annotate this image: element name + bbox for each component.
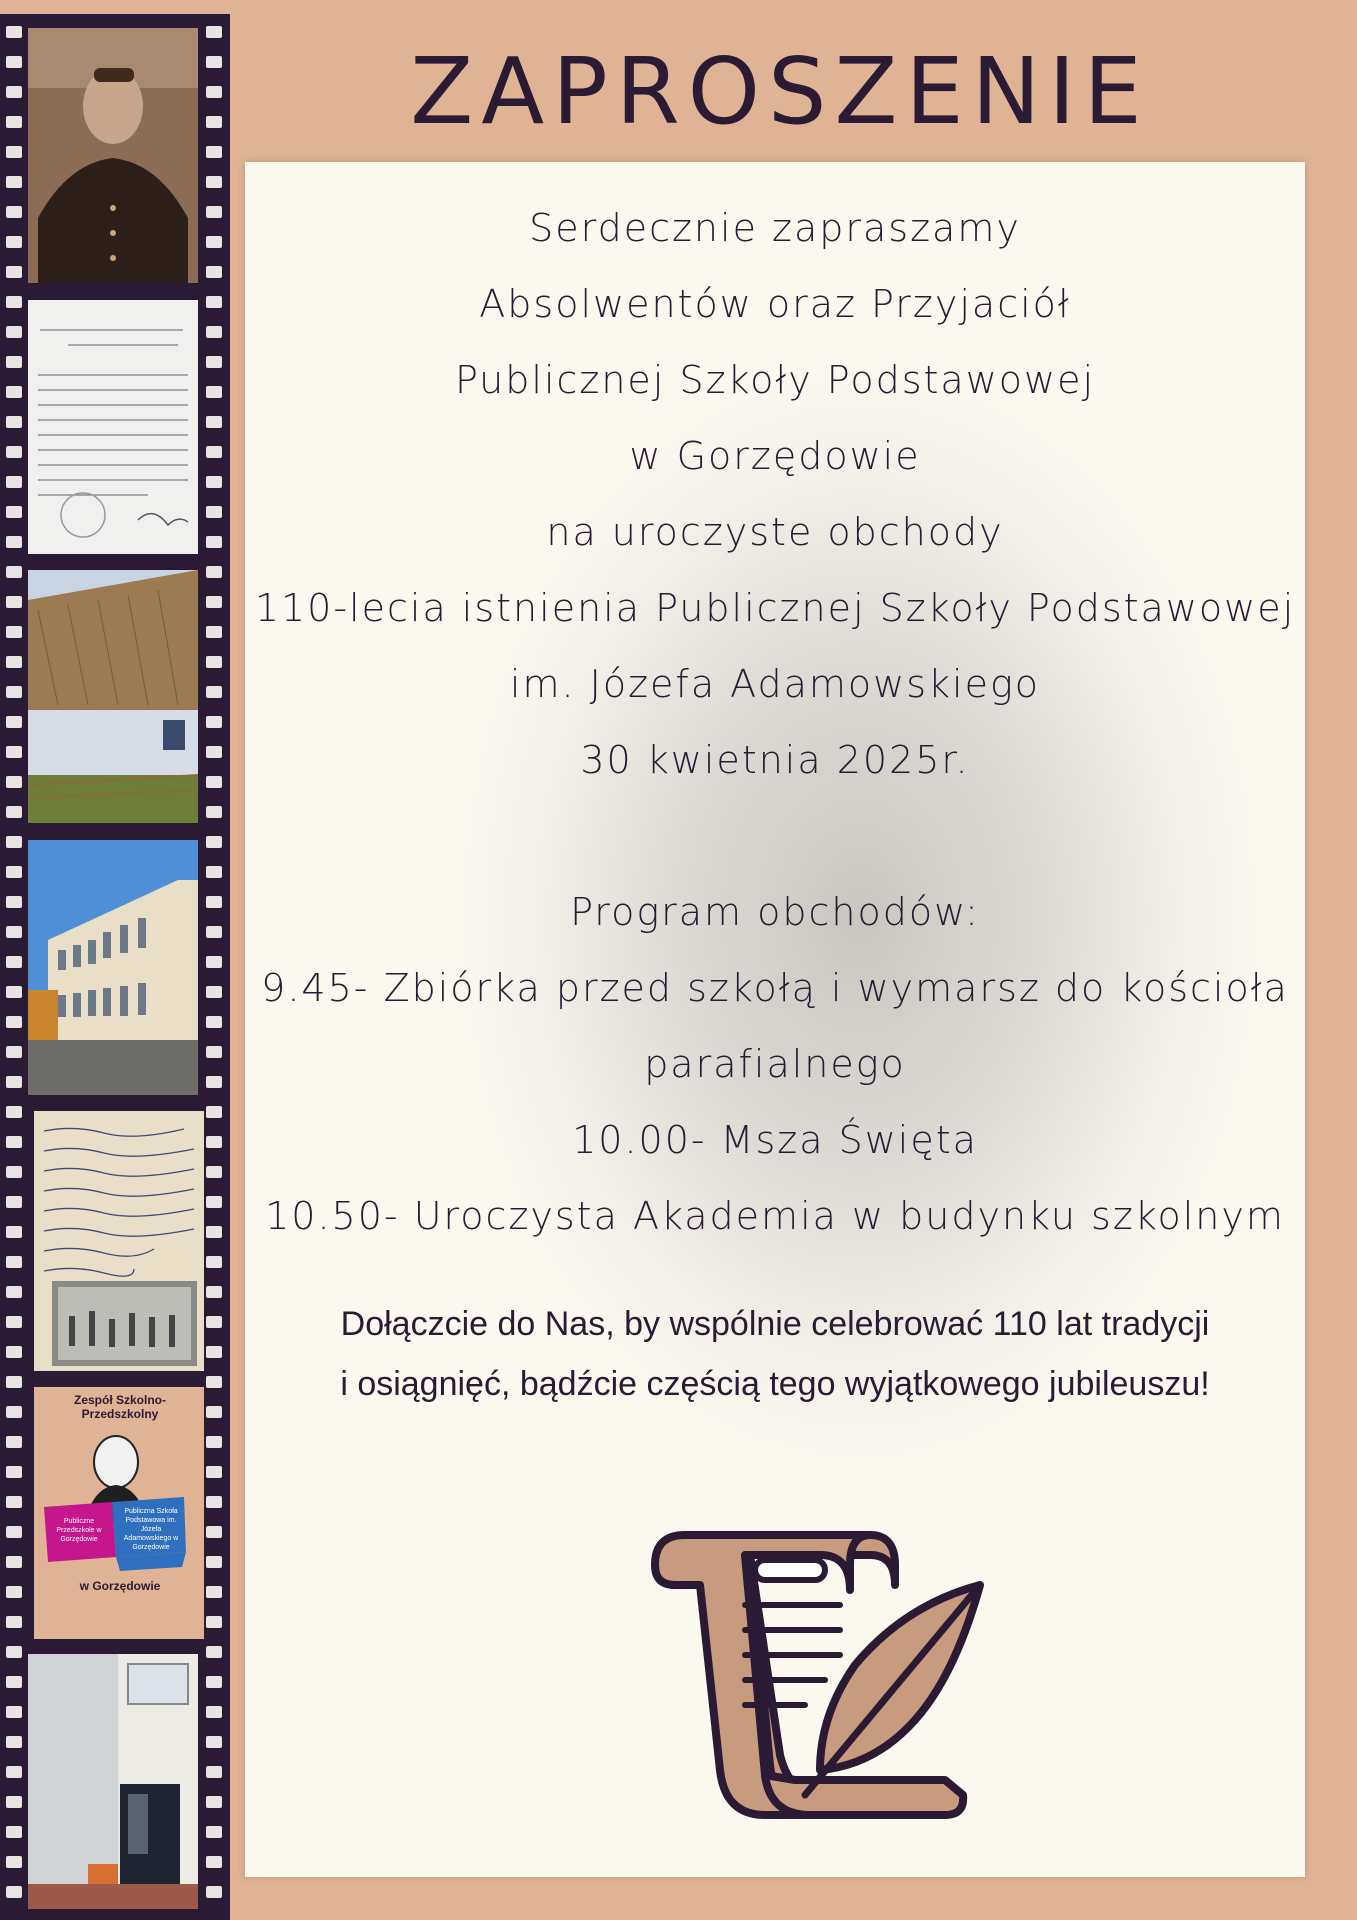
sprocket-hole: [206, 1436, 222, 1448]
sprocket-hole: [6, 1406, 22, 1418]
sprocket-hole: [6, 1046, 22, 1058]
sprocket-hole: [206, 596, 222, 608]
sprocket-hole: [206, 1526, 222, 1538]
page-title: ZAPROSZENIE: [410, 38, 1150, 145]
sprocket-hole: [6, 146, 22, 158]
sprocket-hole: [206, 836, 222, 848]
sprocket-hole: [6, 1136, 22, 1148]
sprocket-hole: [206, 1136, 222, 1148]
logo-bottom-text: w Gorzędowie: [79, 1579, 161, 1593]
sprocket-hole: [6, 56, 22, 68]
invitation-line: na uroczyste obchody: [546, 510, 1004, 554]
sprocket-hole: [6, 1706, 22, 1718]
sprocket-hole: [6, 1586, 22, 1598]
school-entrance-photo: [28, 1654, 198, 1909]
sprocket-hole: [206, 86, 222, 98]
sprocket-hole: [6, 446, 22, 458]
closing-line: Dołączcie do Nas, by wspólnie celebrować 110 lat tradycji: [340, 1305, 1210, 1343]
sprocket-hole: [206, 1496, 222, 1508]
sprocket-hole: [206, 416, 222, 428]
sprocket-hole: [206, 146, 222, 158]
sprocket-hole: [206, 566, 222, 578]
sprocket-hole: [206, 1796, 222, 1808]
logo-left-piece-text: Publiczne Przedszkole w Gorzędowie: [56, 1518, 102, 1543]
sprocket-hole: [6, 806, 22, 818]
sprocket-hole: [6, 626, 22, 638]
sprocket-hole: [6, 956, 22, 968]
sprocket-hole: [6, 1316, 22, 1328]
sprocket-hole: [6, 1016, 22, 1028]
sprocket-hole: [206, 1886, 222, 1898]
sprocket-hole: [206, 926, 222, 938]
school-building-photo: [28, 840, 198, 1095]
sprocket-hole: [6, 596, 22, 608]
logo-right-piece-text: Publiczna Szkoła Podstawowa im. Józefa Adamowskiego w Gorzędowie: [123, 1508, 179, 1551]
sprocket-hole: [6, 176, 22, 188]
sprocket-hole: [206, 1076, 222, 1088]
sprocket-hole: [6, 1286, 22, 1298]
sprocket-hole: [206, 386, 222, 398]
sprocket-hole: [6, 896, 22, 908]
invitation-line: w Gorzędowie: [629, 434, 921, 478]
sprocket-hole: [206, 1826, 222, 1838]
sprocket-hole: [206, 1616, 222, 1628]
sprocket-hole: [206, 656, 222, 668]
sprocket-hole: [206, 1856, 222, 1868]
sprocket-hole: [206, 716, 222, 728]
sprocket-hole: [6, 536, 22, 548]
sprocket-hole: [206, 806, 222, 818]
sprocket-hole: [6, 866, 22, 878]
sprocket-hole: [206, 266, 222, 278]
sprocket-hole: [206, 866, 222, 878]
sprocket-hole: [206, 686, 222, 698]
sprocket-hole: [6, 1736, 22, 1748]
sprocket-hole: [206, 1016, 222, 1028]
sprocket-hole: [6, 506, 22, 518]
sprocket-hole: [206, 116, 222, 128]
sprocket-hole: [206, 1166, 222, 1178]
invitation-line: im. Józefa Adamowskiego: [509, 662, 1041, 706]
sprocket-hole: [206, 446, 222, 458]
sprocket-hole: [6, 26, 22, 38]
sprocket-hole: [6, 1496, 22, 1508]
sprocket-hole: [206, 1676, 222, 1688]
sprocket-hole: [206, 986, 222, 998]
sprocket-hole: [206, 476, 222, 488]
sprocket-hole: [6, 356, 22, 368]
sprocket-hole: [6, 116, 22, 128]
sprocket-hole: [6, 1196, 22, 1208]
sprocket-hole: [6, 236, 22, 248]
program-item: 10.00- Msza Święta: [572, 1118, 978, 1162]
sprocket-hole: [206, 1646, 222, 1658]
sprocket-hole: [6, 1826, 22, 1838]
sprocket-hole: [6, 1556, 22, 1568]
sprocket-hole: [6, 716, 22, 728]
sprocket-hole: [6, 776, 22, 788]
sprocket-hole: [206, 236, 222, 248]
sprocket-hole: [206, 1586, 222, 1598]
sprocket-hole: [206, 1046, 222, 1058]
portrait-photo: [28, 28, 198, 283]
sprocket-hole: [6, 1076, 22, 1088]
event-date: 30 kwietnia 2025r.: [580, 738, 970, 782]
sprocket-hole: [6, 1346, 22, 1358]
sprocket-hole: [206, 626, 222, 638]
sprocket-hole: [6, 326, 22, 338]
invitation-line: 110-lecia istnienia Publicznej Szkoły Podstawowej: [254, 586, 1296, 630]
sprocket-hole: [206, 176, 222, 188]
sprocket-hole: [6, 986, 22, 998]
sprocket-hole: [206, 1406, 222, 1418]
sprocket-hole: [206, 326, 222, 338]
sprocket-hole: [6, 1766, 22, 1778]
school-logo: [34, 1387, 204, 1639]
invitation-line: Absolwentów oraz Przyjaciół: [479, 282, 1071, 326]
sprocket-hole: [206, 206, 222, 218]
sprocket-hole: [206, 1706, 222, 1718]
sprocket-hole: [206, 1196, 222, 1208]
sprocket-hole: [206, 1226, 222, 1238]
thatched-house-photo: [28, 570, 198, 823]
sprocket-hole: [6, 476, 22, 488]
sprocket-hole: [6, 1796, 22, 1808]
sprocket-hole: [6, 1376, 22, 1388]
sprocket-hole: [6, 1886, 22, 1898]
sprocket-hole: [6, 296, 22, 308]
sprocket-hole: [6, 746, 22, 758]
sprocket-hole: [6, 1856, 22, 1868]
sprocket-hole: [206, 1106, 222, 1118]
program-item: 10.50- Uroczysta Akademia w budynku szkolnym: [265, 1194, 1285, 1238]
document-photo: [28, 300, 198, 554]
sprocket-hole: [206, 56, 222, 68]
sprocket-hole: [206, 296, 222, 308]
sprocket-hole: [206, 776, 222, 788]
program-heading: Program obchodów:: [570, 890, 980, 934]
sprocket-hole: [206, 1376, 222, 1388]
sprocket-hole: [206, 956, 222, 968]
sprocket-hole: [206, 356, 222, 368]
invitation-line: Serdecznie zapraszamy: [529, 206, 1021, 250]
sprocket-hole: [206, 896, 222, 908]
sprocket-hole: [6, 1256, 22, 1268]
sprocket-hole: [206, 746, 222, 758]
sprocket-hole: [6, 1646, 22, 1658]
sprocket-hole: [6, 1466, 22, 1478]
sprocket-hole: [6, 1676, 22, 1688]
sprocket-hole: [6, 86, 22, 98]
scroll-quill-icon: [645, 1525, 995, 1825]
sprocket-hole: [6, 1616, 22, 1628]
sprocket-hole: [206, 26, 222, 38]
sprocket-hole: [6, 386, 22, 398]
sprocket-hole: [6, 836, 22, 848]
sprocket-hole: [6, 686, 22, 698]
sprocket-hole: [206, 536, 222, 548]
sprocket-hole: [6, 926, 22, 938]
film-strip: [0, 14, 230, 1920]
sprocket-hole: [206, 1766, 222, 1778]
sprocket-hole: [6, 656, 22, 668]
sprocket-hole: [206, 1736, 222, 1748]
sprocket-hole: [206, 1286, 222, 1298]
sprocket-hole: [206, 506, 222, 518]
closing-line: i osiągnięć, bądźcie częścią tego wyjątkowego jubileuszu!: [340, 1365, 1210, 1403]
sprocket-hole: [6, 1526, 22, 1538]
sprocket-hole: [6, 416, 22, 428]
handwritten-note-photo: [34, 1111, 204, 1371]
sprocket-hole: [6, 1226, 22, 1238]
invitation-line: Publicznej Szkoły Podstawowej: [454, 358, 1096, 402]
sprocket-hole: [6, 266, 22, 278]
sprocket-hole: [6, 1166, 22, 1178]
sprocket-hole: [206, 1346, 222, 1358]
sprocket-hole: [6, 1106, 22, 1118]
program-item: 9.45- Zbiórka przed szkołą i wymarsz do kościoła: [261, 966, 1289, 1010]
sprocket-hole: [206, 1256, 222, 1268]
sprocket-hole: [206, 1556, 222, 1568]
sprocket-hole: [206, 1316, 222, 1328]
program-item: parafialnego: [644, 1042, 906, 1086]
sprocket-hole: [206, 1466, 222, 1478]
sprocket-hole: [6, 1436, 22, 1448]
logo-top-text: Zespół Szkolno-Przedszkolny: [73, 1393, 166, 1421]
sprocket-hole: [6, 566, 22, 578]
sprocket-hole: [6, 206, 22, 218]
